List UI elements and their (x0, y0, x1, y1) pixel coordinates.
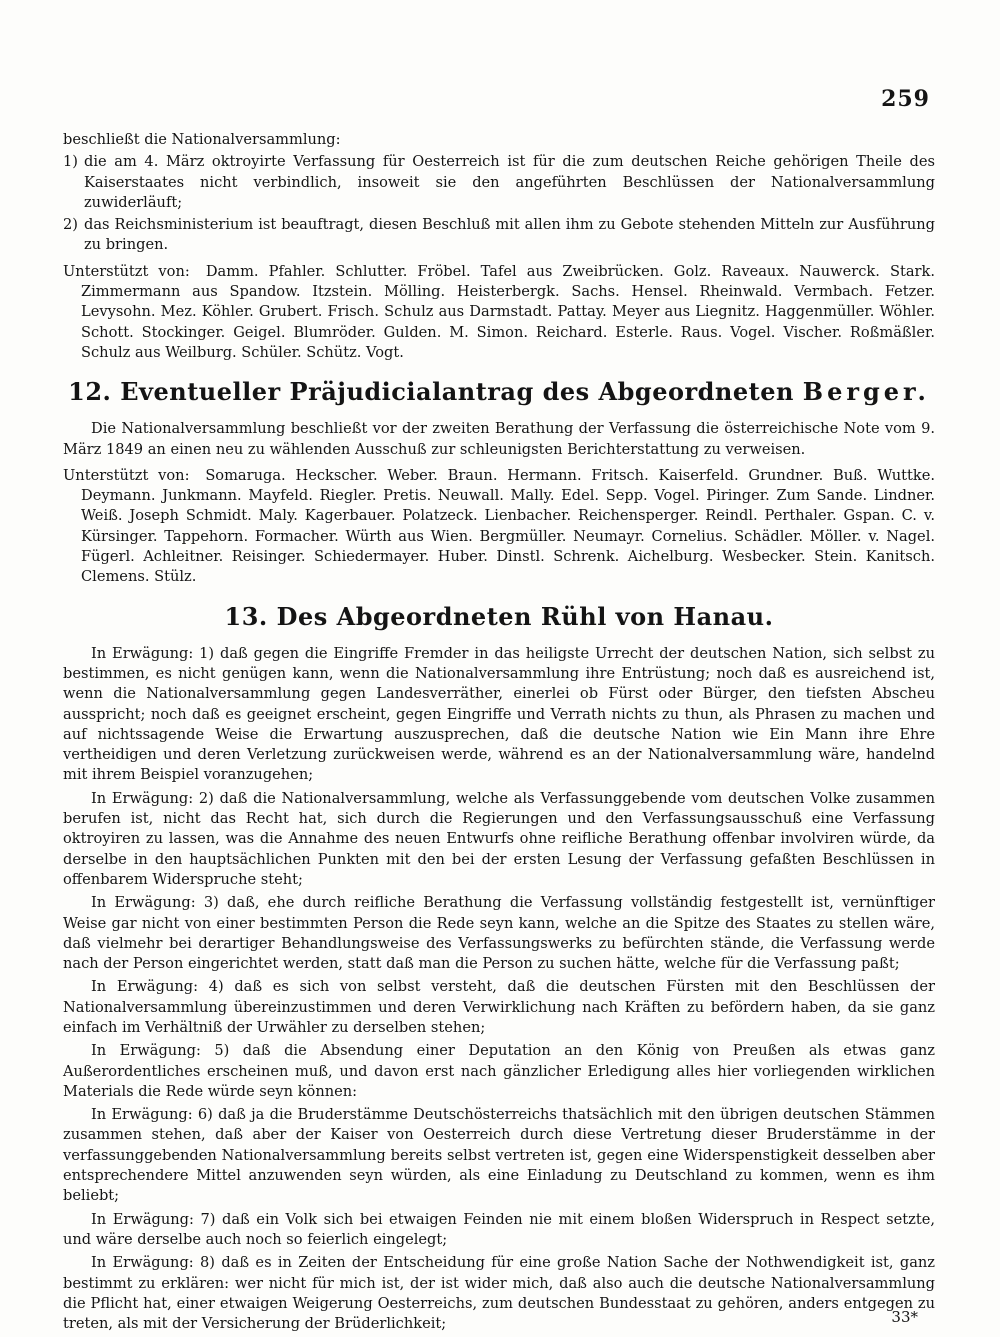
section-12-heading-main: 12. Eventueller Präjudicialantrag des Abgeordneten (68, 377, 794, 407)
consideration-paragraph: In Erwägung: 7) daß ein Volk sich bei etwaigen Feinden nie mit einem bloßen Widerspruch in Respect setzte, und wäre derselbe auch noch so feierlich eingelegt; (63, 1210, 935, 1248)
supporters-list: Somaruga. Heckscher. Weber. Braun. Hermann. Fritsch. Kaiserfeld. Grundner. Buß. Wuttke. Deymann. Junkmann. Mayfeld. Riegler. Pretis. Neuwall. Mally. Edel. Sepp. Vogel. Piringer. Zum Sande. Lindner. Weiß. Joseph Schmidt. Maly. Kagerbauer. Polatzeck. Lienbacher. Reichensperger. Reindl. Perthaler. Gspan. C. v. Kürsinger. Tappehorn. Formacher. Würth aus Wien. Bergmüller. Neumayr. Cornelius. Schädler. Möller. v. Nagel. Fügerl. Achleitner. Reisinger. Schiedermayer. Huber. Dinstl. Schrenk. Aichelburg. Wesbecker. Stein. Kanitsch. Clemens. Stülz. (81, 466, 935, 586)
item-text: das Reichsministerium ist beauftragt, diesen Beschluß mit allen ihm zu Gebote stehenden Mitteln zur Ausführung zu bringen. (83, 216, 935, 254)
section-12-text: Die Nationalversammlung beschließt vor der zweiten Berathung der Verfassung die österreichische Note vom 9. März 1849 an einen neu zu wählenden Ausschuß zur schleunigsten Berichterstattung zu verweisen. (63, 420, 935, 458)
supporters-block (63, 262, 935, 363)
page-number: 259 (881, 86, 930, 112)
consideration-paragraph: In Erwägung: 3) daß, ehe durch reifliche Berathung die Verfassung vollständig festgestellt ist, vernünftiger Weise gar nicht von einer bestimmten Person die Rede seyn kann, welche an die Spitze des Staates zu stellen wäre, daß vielmehr bei derartiger Behandlungsweise des Verfassungswerks zu befürchten stände, die Verfassung werde nach der Person eingerichtet werden, statt daß man die Person zu suchen hätte, welche für die Verfassung paßt; (63, 894, 935, 973)
supporters-list: Damm. Pfahler. Schlutter. Fröbel. Tafel aus Zweibrücken. Golz. Raveaux. Nauwerck. Stark. Zimmermann aus Spandow. Itzstein. Mölling. Heisterbergk. Sachs. Hensel. Rheinwald. Vermbach. Fetzer. Levysohn. Mez. Köhler. Grubert. Frisch. Schulz aus Darmstadt. Pattay. Meyer aus Liegnitz. Haggenmüller. Wöhler. Schott. Stockinger. Geigel. Blumröder. Gulden. M. Simon. Reichard. Esterle. Raus. Vogel. Vischer. Roßmäßler. Schulz aus Weilburg. Schüler. Schütz. Vogt. (81, 262, 935, 361)
resolution-lead: beschließt die Nationalversammlung: (63, 131, 341, 148)
supporters-label: Unterstützt von: (63, 466, 190, 484)
item-text: die am 4. März oktroyirte Verfassung für Oesterreich ist für die zum deutschen Reiche gehörigen Theile des Kaiserstaates nicht verbindlich, insoweit sie den angeführten Beschlüssen der Nationalversammlung zuwiderläuft; (83, 153, 935, 211)
consideration-paragraph: In Erwägung: 1) daß gegen die Eingriffe Fremder in das heiligste Urrecht der deutschen Nation, sich selbst zu bestimmen, es nicht genügen kann, wenn die Nationalversammlung ihre Entrüstung; noch daß es ausreichend ist, wenn die Nationalversammlung gegen Landesverräther, einerlei ob Fürst oder Bürger, den tiefsten Abscheu ausspricht; noch daß es geeignet erscheint, gegen Eingriffe und Verrath nichts zu thun, als Phrasen zu machen und auf nichtssagende Weise die Erwartung auszusprechen, daß die deutsche Nation wie Ein Mann ihre Ehre vertheidigen und deren Verletzung zurückweisen werde, während es an der Nationalversammlung wäre, handelnd mit ihrem Beispiel voranzugehen; (63, 644, 935, 784)
section-12-heading (63, 377, 935, 407)
consideration-paragraph: In Erwägung: 5) daß die Absendung einer Deputation an den König von Preußen als etwas ganz Außerordentliches erscheinen muß, und davon erst nach gänzlicher Erledigung alles hier vorliegenden wirklichen Materials die Rede würde seyn können: (63, 1042, 935, 1100)
supporters-label: Unterstützt von: (63, 262, 190, 280)
consideration-paragraph: In Erwägung: 6) daß ja die Bruderstämme Deutschösterreichs thatsächlich mit den übrigen deutschen Stämmen zusammen stehen, daß aber der Kaiser von Oesterreich durch diese Vertretung dieser Bruderstämme in der verfassunggebenden Nationalversammlung bereits selbst vertreten ist, gegen eine Widerspenstigkeit desselben aber entsprechendere Mittel anzuwenden seyn würden, als eine Einladung zu Deutschland zu kommen, wenn es ihm beliebt; (63, 1106, 935, 1205)
consideration-paragraph: In Erwägung: 8) daß es in Zeiten der Entscheidung für eine große Nation Sache der Nothwendigkeit ist, ganz bestimmt zu erklären: wer nicht für mich ist, der ist wider mich, daß also auch die deutsche Nationalversammlung die Pflicht hat, einer etwaigen Weigerung Oesterreichs, zum deutschen Bundesstaat zu gehören, anders entgegen zu treten, als mit der Versicherung der Brüderlichkeit; (63, 1254, 935, 1333)
printer-signature: 33* (891, 1308, 918, 1326)
section-12-heading-name: Berger. (802, 377, 930, 407)
supporters-block (63, 466, 935, 588)
item-number: 1) (63, 153, 78, 171)
resolution-item (63, 215, 935, 256)
item-number: 2) (63, 216, 78, 234)
consideration-paragraph: In Erwägung: 2) daß die Nationalversammlung, welche als Verfassunggebende vom deutschen Volke zusammen berufen ist, nicht das Recht hat, sich durch die Regierungen und den Verfassungsausschuß eine Verfassung oktroyiren zu lassen, was die Annahme des neuen Entwurfs ohne reifliche Berathung offenbar involviren würde, da derselbe in den hauptsächlichen Punkten mit den bei der ersten Lesung der Verfassung gefaßten Beschlüssen in offenbarem Widerspruche steht; (63, 789, 935, 888)
section-13-heading: 13. Des Abgeordneten Rühl von Hanau. (224, 601, 774, 631)
resolution-item (63, 152, 935, 213)
consideration-paragraph: In Erwägung: 4) daß es sich von selbst versteht, daß die deutschen Fürsten mit den Beschlüssen der Nationalversammlung übereinzustimmen und deren Verwirklichung nach Kräften zu befördern haben, da sie ganz einfach im Verhältniß der Urwähler zu derselben stehen; (63, 978, 935, 1036)
page-content (63, 130, 935, 1337)
